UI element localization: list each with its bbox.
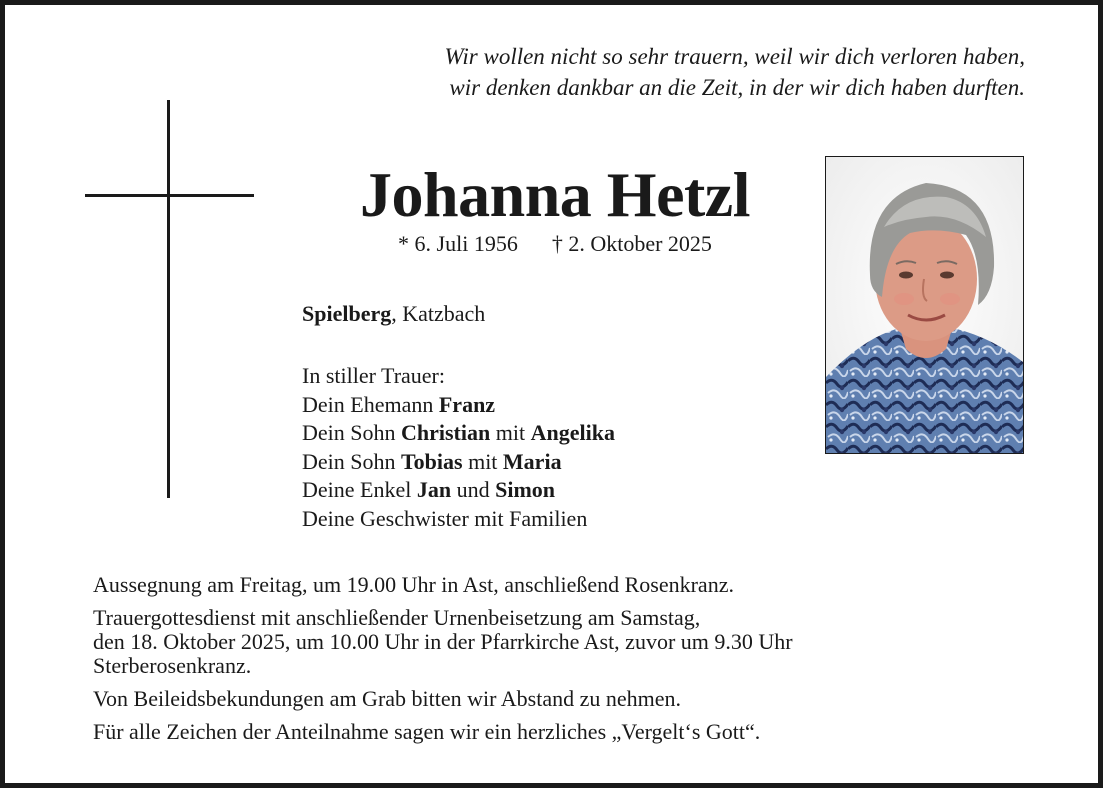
mourner-line [302, 476, 615, 505]
memorial-quote-line: Wir wollen nicht so sehr trauern, weil wir dich verloren haben, [444, 44, 1025, 69]
relative-name: Franz [438, 391, 496, 417]
memorial-quote [335, 41, 1025, 103]
cross-vertical-bar [167, 100, 170, 498]
relative-name: Maria [502, 448, 562, 474]
deceased-name: Johanna Hetzl [360, 159, 750, 230]
mourner-line [302, 391, 615, 420]
portrait-illustration [826, 157, 1023, 453]
mourners-list [302, 362, 615, 533]
relative-name: Jan [416, 477, 452, 502]
residence [302, 299, 485, 329]
relative-name: Simon [495, 477, 556, 502]
connector-text: mit [490, 420, 531, 445]
service-information [93, 573, 1053, 753]
birth-date: * 6. Juli 1956 [398, 231, 518, 256]
relative-name: Angelika [530, 420, 615, 445]
mourner-line [302, 448, 615, 477]
service-paragraph: Aussegnung am Freitag, um 19.00 Uhr in Ast, anschließend Rosenkranz. [93, 572, 734, 597]
connector-text: mit [462, 448, 503, 474]
memorial-quote-line: wir denken dankbar an die Zeit, in der wir dich haben durften. [449, 75, 1025, 100]
mourner-line [302, 419, 615, 448]
mourners-heading: In stiller Trauer: [302, 363, 445, 388]
relation-text: Dein Ehemann [302, 391, 439, 417]
cross-horizontal-bar [85, 194, 254, 197]
relation-text: Dein Sohn [302, 448, 401, 474]
residence-town: Spielberg [302, 301, 392, 326]
service-paragraph: Trauergottesdienst mit anschließender Urnenbeisetzung am Samstag, den 18. Oktober 2025, um 10.00 Uhr in der Pfarrkirche Ast, zuvor um 9.30 Uhr Sterberosenkranz. [93, 605, 793, 678]
relative-name: Tobias [401, 448, 463, 474]
service-paragraph: Für alle Zeichen der Anteilnahme sagen wir ein herzliches „Vergelt‘s Gott“. [93, 719, 761, 744]
death-date: † 2. Oktober 2025 [551, 231, 712, 256]
mourner-line [302, 505, 615, 534]
relation-text: Dein Sohn [302, 420, 401, 445]
relation-text: Deine Geschwister mit Familien [302, 505, 588, 531]
connector-text: und [451, 477, 496, 502]
relation-text: Deine Enkel [302, 477, 417, 502]
service-paragraph: Von Beileidsbekundungen am Grab bitten wir Abstand zu nehmen. [93, 686, 681, 711]
life-dates [305, 229, 805, 259]
portrait-photo [825, 156, 1024, 454]
residence-district: , Katzbach [391, 301, 486, 326]
relative-name: Christian [401, 420, 491, 445]
